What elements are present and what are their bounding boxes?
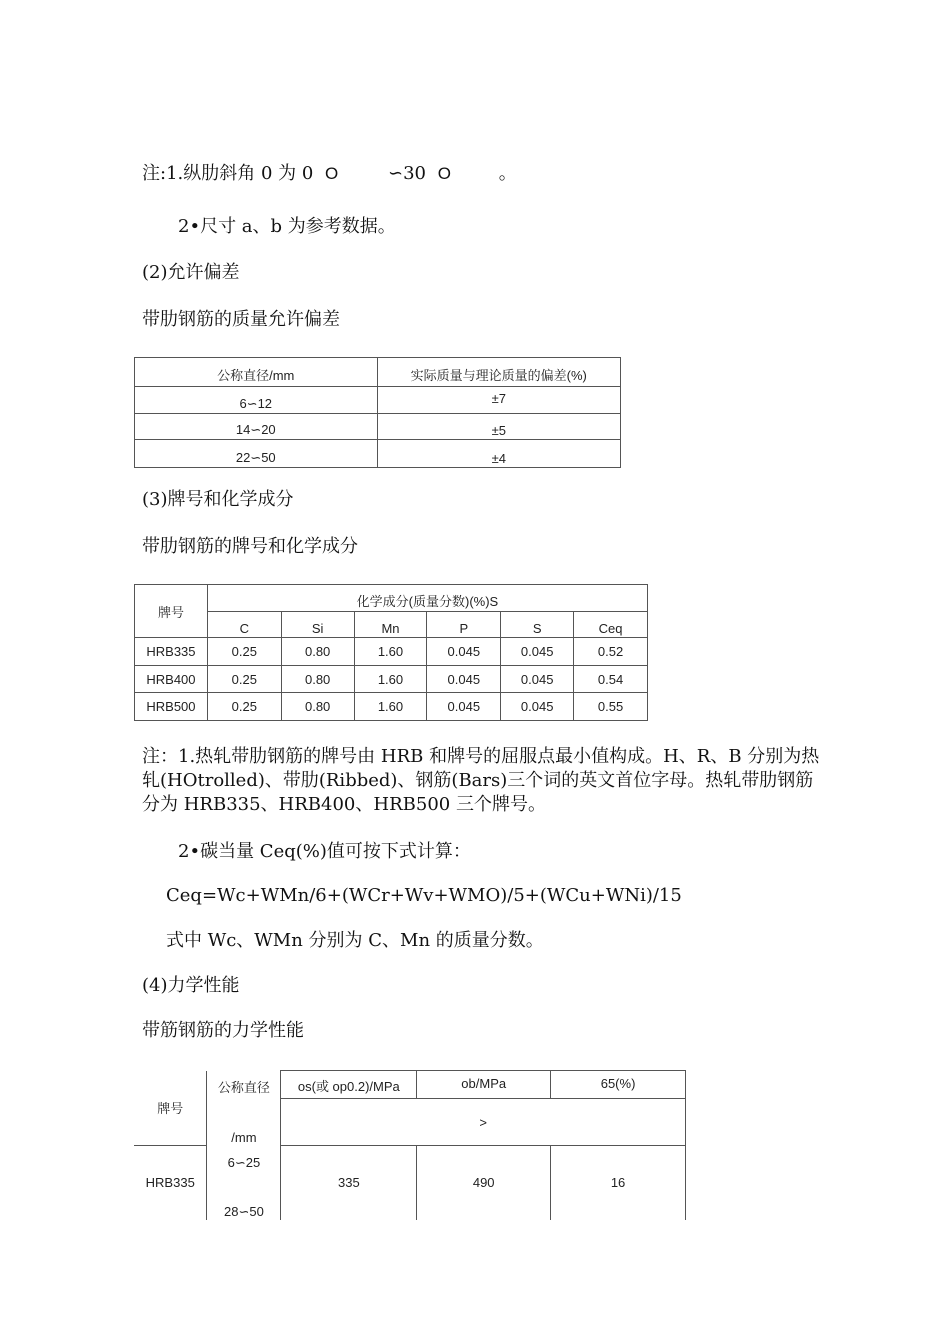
section-chemistry-heading: (3)牌号和化学成分 xyxy=(142,489,294,510)
cell-diameter-bottom: 28∽50 xyxy=(224,1203,264,1219)
table-header-row xyxy=(134,1071,686,1099)
cell-mn: 1.60 xyxy=(354,693,427,721)
header-mn: Mn xyxy=(354,612,427,638)
note-grade-explanation: 注：1.热轧带肋钢筋的牌号由 HRB 和牌号的屈服点最小值构成。H、R、B 分别为热轧(HOtrolled)、带肋(Ribbed)、钢筋(Bars)三个词的英文首位字母。热轧带肋钢筋分为 HRB335、HRB400、HRB500 三个牌号。 xyxy=(142,746,820,815)
cell-deviation: ±5 xyxy=(377,414,620,440)
note-carbon-equivalent: 2•碳当量 Ceq(%)值可按下式计算： xyxy=(178,841,471,862)
header-c: C xyxy=(207,612,281,638)
chemical-composition-table xyxy=(134,584,648,721)
header-ceq: Ceq xyxy=(574,612,648,638)
header-p: P xyxy=(427,612,501,638)
table-row xyxy=(135,693,648,721)
note-reference-data: 2•尺寸 a、b 为参考数据。 xyxy=(178,216,396,237)
cell-si: 0.80 xyxy=(281,666,354,693)
cell-mn: 1.60 xyxy=(354,638,427,666)
cell-s: 0.045 xyxy=(501,666,574,693)
table-row xyxy=(135,387,621,414)
table2-title: 带肋钢筋的牌号和化学成分 xyxy=(142,536,358,557)
cell-s: 0.045 xyxy=(501,693,574,721)
cell-deviation: ±7 xyxy=(377,387,620,414)
cell-ceq: 0.52 xyxy=(574,638,648,666)
note-slope-angle xyxy=(142,162,517,186)
cell-mn: 1.60 xyxy=(354,666,427,693)
section-tolerance-heading: (2)允许偏差 xyxy=(142,262,240,283)
mechanical-properties-table xyxy=(134,1070,686,1220)
cell-diameter: 14∽20 xyxy=(135,414,378,440)
cell-grade: HRB500 xyxy=(135,693,208,721)
header-deviation: 实际质量与理论质量的偏差(%) xyxy=(377,358,620,387)
header-s: S xyxy=(501,612,574,638)
mass-tolerance-table xyxy=(134,357,621,468)
cell-diameter: 6∽12 xyxy=(135,387,378,414)
note-prefix: 注:1.纵肋斜角 0 为 0 xyxy=(142,163,314,184)
table1-title: 带肋钢筋的质量允许偏差 xyxy=(142,309,340,330)
cell-deviation: ±4 xyxy=(377,440,620,468)
cell-p: 0.045 xyxy=(427,638,501,666)
header-elongation: 65(%) xyxy=(551,1071,686,1099)
header-diameter: 公称直径/mm xyxy=(135,358,378,387)
cell-grade: HRB335 xyxy=(134,1146,207,1220)
header-diameter-bottom: /mm xyxy=(231,1129,257,1145)
table-row xyxy=(135,414,621,440)
table-header-row xyxy=(135,358,621,387)
header-grade: 牌号 xyxy=(134,1071,207,1146)
section-mechanical-heading: (4)力学性能 xyxy=(142,975,240,996)
cell-c: 0.25 xyxy=(207,666,281,693)
cell-si: 0.80 xyxy=(281,693,354,721)
degree-circle-1: O xyxy=(325,164,339,183)
carbon-equivalent-formula: Ceq=Wc+WMn/6+(WCr+Wv+WMO)/5+(WCu+WNi)/15 xyxy=(166,885,682,906)
header-tensile: ob/MPa xyxy=(417,1071,551,1099)
cell-ceq: 0.55 xyxy=(574,693,648,721)
cell-s: 0.045 xyxy=(501,638,574,666)
cell-diameter xyxy=(207,1146,281,1220)
header-diameter-top: 公称直径 xyxy=(217,1079,270,1095)
cell-diameter-top: 6∽25 xyxy=(227,1154,261,1170)
cell-p: 0.045 xyxy=(427,666,501,693)
cell-grade: HRB400 xyxy=(135,666,208,693)
cell-tensile: 490 xyxy=(417,1146,551,1220)
header-grade: 牌号 xyxy=(135,585,208,638)
cell-grade: HRB335 xyxy=(135,638,208,666)
note-end: 。 xyxy=(498,163,517,184)
table3-title: 带筋钢筋的力学性能 xyxy=(142,1020,304,1041)
degree-circle-2: O xyxy=(437,164,451,183)
table-header-row xyxy=(135,585,648,612)
cell-diameter: 22∽50 xyxy=(135,440,378,468)
table-row xyxy=(134,1146,686,1220)
cell-c: 0.25 xyxy=(207,693,281,721)
table-row xyxy=(135,666,648,693)
header-composition: 化学成分(质量分数)(%)S xyxy=(207,585,647,612)
cell-elongation: 16 xyxy=(551,1146,686,1220)
note-range-end: ∽30 xyxy=(388,163,427,184)
table-row xyxy=(135,638,648,666)
cell-yield: 335 xyxy=(281,1146,417,1220)
table-row xyxy=(135,440,621,468)
cell-si: 0.80 xyxy=(281,638,354,666)
header-yield: os(或 op0.2)/MPa xyxy=(281,1071,417,1099)
cell-ceq: 0.54 xyxy=(574,666,648,693)
header-diameter xyxy=(207,1071,281,1146)
cell-c: 0.25 xyxy=(207,638,281,666)
formula-explanation: 式中 Wc、WMn 分别为 C、Mn 的质量分数。 xyxy=(166,930,544,951)
header-min-sign: > xyxy=(281,1099,686,1146)
table-subheader-row xyxy=(135,612,648,638)
header-si: Si xyxy=(281,612,354,638)
cell-p: 0.045 xyxy=(427,693,501,721)
